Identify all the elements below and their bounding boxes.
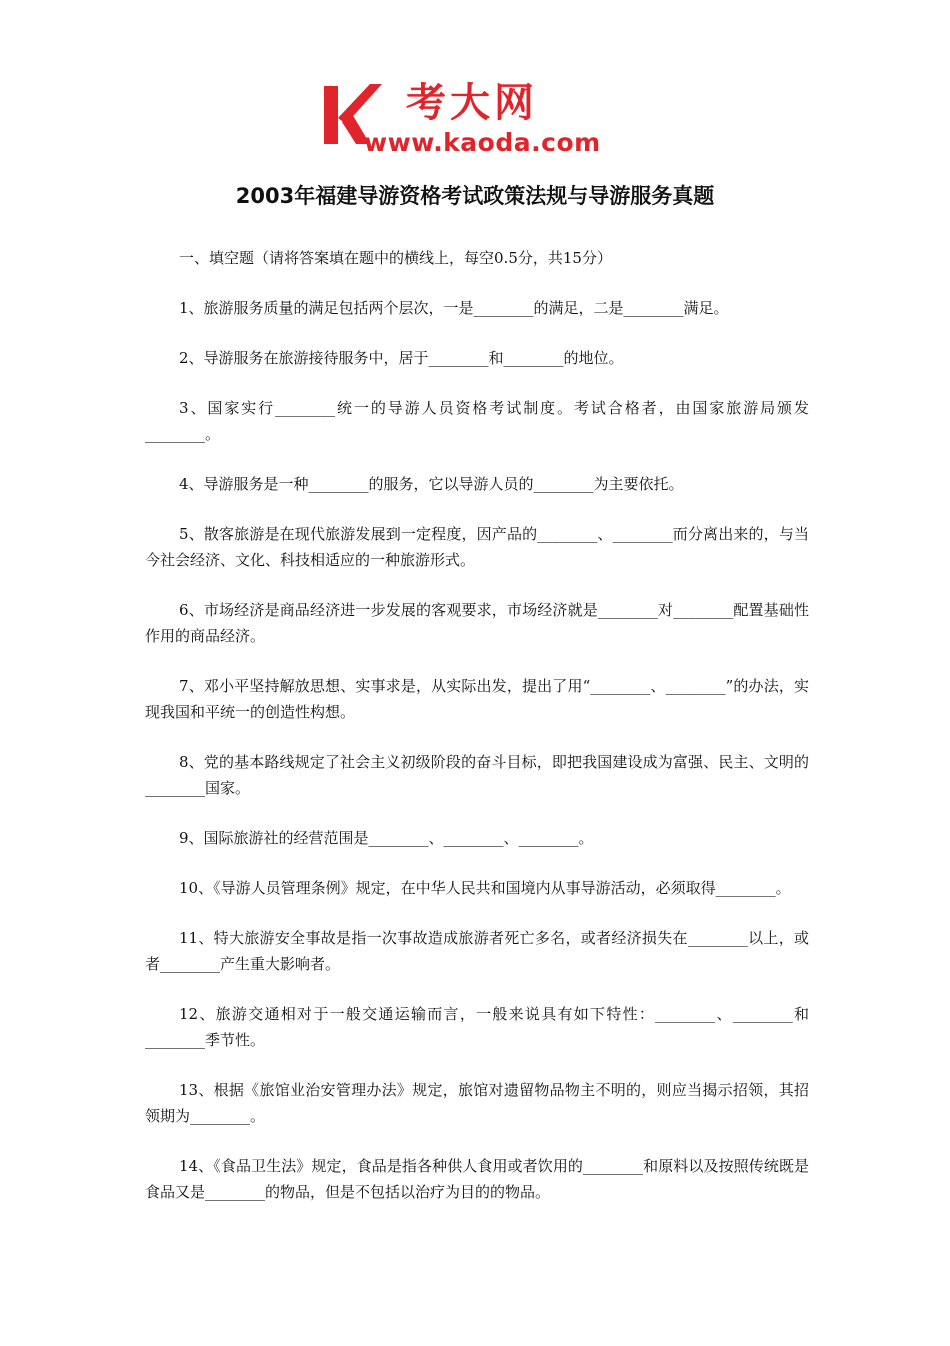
question-item: 12、旅游交通相对于一般交通运输而言，一般来说具有如下特性：________、________和________季节性。 [145, 1005, 809, 1049]
question-item: 3、国家实行________统一的导游人员资格考试制度。考试合格者，由国家旅游局颁发________。 [145, 399, 809, 443]
question-item: 2、导游服务在旅游接待服务中，居于________和________的地位。 [179, 349, 624, 367]
question-item: 13、根据《旅馆业治安管理办法》规定，旅馆对遗留物品物主不明的，则应当揭示招领，其招领期为________。 [145, 1081, 809, 1125]
question-item: 6、市场经济是商品经济进一步发展的客观要求，市场经济就是________对________配置基础性作用的商品经济。 [145, 601, 809, 645]
section-heading: 一、填空题（请将答案填在题中的横线上，每空0.5分，共15分） [179, 249, 612, 267]
question-item: 14、《食品卫生法》规定，食品是指各种供人食用或者饮用的________和原料以及按照传统既是食品又是________的物品，但是不包括以治疗为目的的物品。 [145, 1157, 809, 1201]
logo-brand-text: 考大网 [406, 80, 538, 126]
question-item: 9、国际旅游社的经营范围是________、________、________。 [179, 829, 594, 847]
document-title: 2003年福建导游资格考试政策法规与导游服务真题 [235, 184, 715, 208]
question-item: 5、散客旅游是在现代旅游发展到一定程度，因产品的________、________而分离出来的，与当今社会经济、文化、科技相适应的一种旅游形式。 [145, 525, 809, 569]
question-item: 7、邓小平坚持解放思想、实事求是，从实际出发，提出了用“________、________”的办法，实现我国和平统一的创造性构想。 [145, 677, 809, 721]
question-item: 4、导游服务是一种________的服务，它以导游人员的________为主要依托。 [179, 475, 684, 493]
question-item: 11、特大旅游安全事故是指一次事故造成旅游者死亡多名，或者经济损失在________以上，或者________产生重大影响者。 [145, 929, 809, 973]
question-item: 1、旅游服务质量的满足包括两个层次，一是________的满足，二是________满足。 [179, 299, 729, 317]
question-item: 8、党的基本路线规定了社会主义初级阶段的奋斗目标，即把我国建设成为富强、民主、文明的________国家。 [145, 753, 809, 797]
kaoda-logo [318, 80, 638, 160]
logo-url-text: www.kaoda.com [364, 128, 601, 157]
document-body [145, 245, 809, 1229]
question-item: 10、《导游人员管理条例》规定，在中华人民共和国境内从事导游活动，必须取得________。 [179, 879, 791, 897]
